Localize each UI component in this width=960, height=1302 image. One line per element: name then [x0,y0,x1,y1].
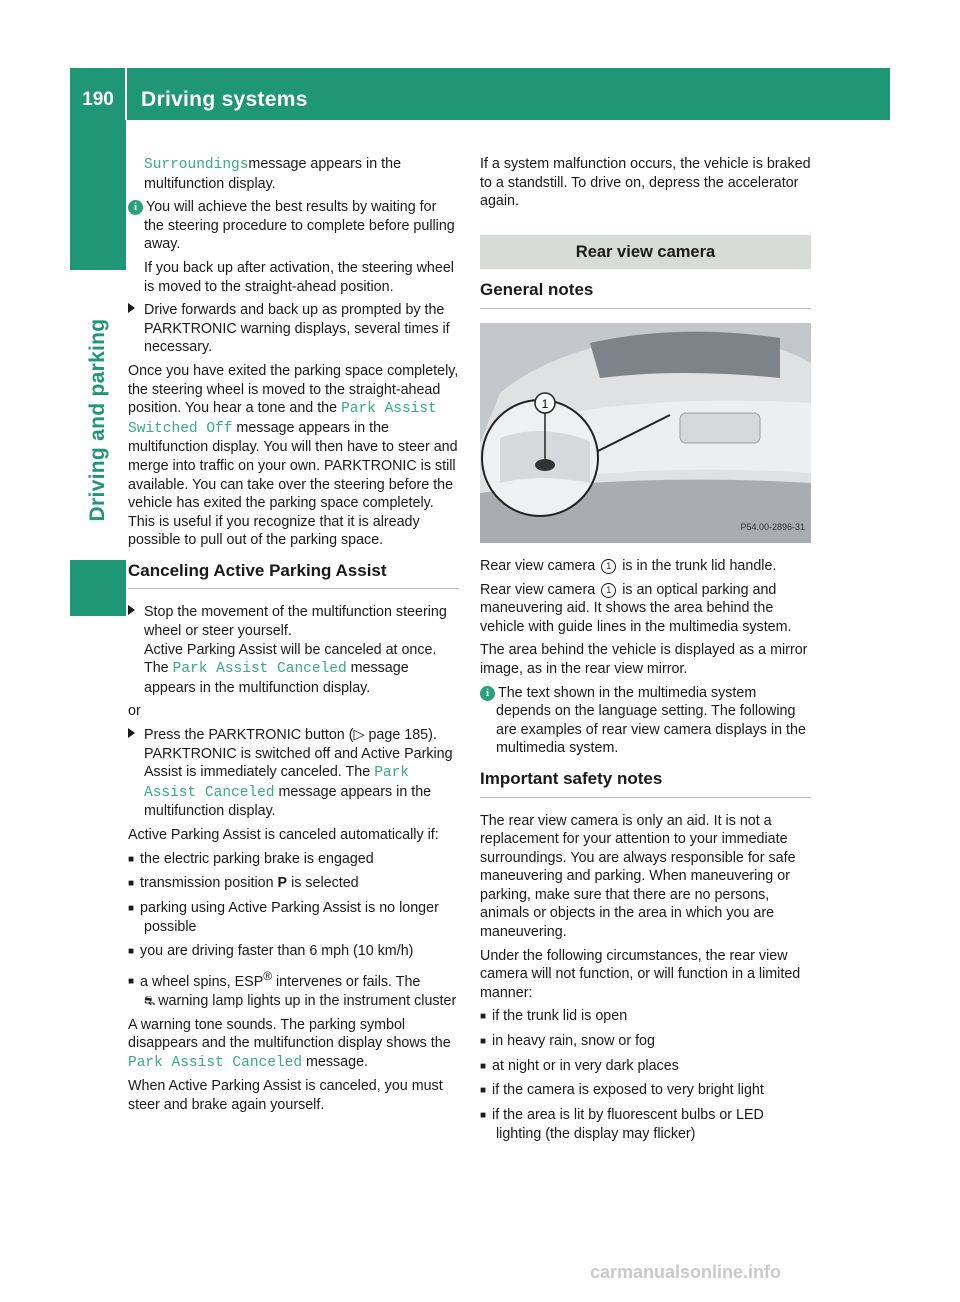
step-arrow-icon [128,728,135,738]
bullet-icon: ■ [480,1085,487,1097]
section-heading-general: General notes [480,281,811,309]
bullet-icon: ■ [128,902,135,914]
left-column [128,155,459,1119]
page-number: 190 [82,89,114,110]
sidebar-tab [70,560,126,616]
callout-1-icon: 1 [601,559,616,574]
bullet-icon: ■ [128,945,135,957]
step-stop: Stop the movement of the multifunction steering wheel or steer yourself. Active Parking Assist will be canceled at once. The Park Assist Canceled message appears in the multifunction display. [128,603,459,697]
list-item: ■ if the area is lit by fluorescent bulbs or LED lighting (the display may flicker) [480,1106,764,1143]
paragraph-surroundings: Surroundingsmessage appears in the multifunction display. [144,156,402,192]
info-note-continued: If you back up after activation, the steering wheel is moved to the straight-ahead position. [144,259,454,295]
display-message: Park Assist Canceled [128,1054,303,1071]
watermark: carmanualsonline.info [590,1262,782,1282]
step-press: Press the PARKTRONIC button (▷ page 185). PARKTRONIC is switched off and Active Parking Assist is immediately canceled. The Park Assist Canceled message appears in the multifunction display. [128,726,459,821]
list-item: ■ transmission position P is selected [128,874,459,894]
or-label: or [128,703,141,720]
header-separator [125,68,127,120]
bullet-icon: ■ [128,853,135,865]
figure-id: P54.00-2896-31 [740,522,805,533]
car-illustration [480,323,811,543]
list-item: ■ in heavy rain, snow or fog [480,1032,811,1052]
paragraph-camera-aid: Rear view camera 1 is an optical parking and maneuvering aid. It shows the area behind the vehicle with guide lines in the multimedia system. [480,581,792,635]
bullet-icon: ■ [128,976,135,988]
rear-camera-figure [480,323,811,543]
bullet-icon: ■ [128,878,135,890]
esp-warning-icon: ⛐ [144,992,156,1008]
display-message: Surroundings [144,157,249,173]
paragraph-final: When Active Parking Assist is canceled, you must steer and brake again yourself. [128,1078,443,1113]
paragraph-warning-tone: A warning tone sounds. The parking symbol disappears and the multifunction display shows the Park Assist Canceled message. [128,1016,451,1071]
sidebar-chapter-label: Driving and parking [86,318,109,522]
list-item: ■ you are driving faster than 6 mph (10 km/h) [128,942,459,962]
list-item: ■ a wheel spins, ESP® intervenes or fails. The ⛐ warning lamp lights up in the instrument cluster [128,968,457,1009]
right-column [480,155,811,1149]
step-arrow-icon [128,303,135,313]
figure-callout: 1 [541,396,549,411]
info-icon: i [480,686,495,701]
page-title: Driving systems [141,88,308,111]
paragraph-camera-location: Rear view camera 1 is in the trunk lid handle. [480,557,777,574]
display-message: Park Assist Canceled [144,765,409,801]
paragraph-circumstances: Under the following circumstances, the rear view camera will not function, or will function in a limited manner: [480,947,801,1001]
list-item: ■ the electric parking brake is engaged [128,850,459,870]
sidebar-bar [70,120,126,270]
bullet-icon: ■ [480,1011,487,1023]
list-item: ■ if the trunk lid is open [480,1007,811,1027]
paragraph-auto-cancel: Active Parking Assist is canceled automatically if: [128,827,439,843]
info-icon: i [128,200,143,215]
step-drive: Drive forwards and back up as prompted by the PARKTRONIC warning displays, several times if necessary. [128,301,459,357]
page-reference-link[interactable]: page 185 [368,727,429,744]
list-item: ■ at night or in very dark places [480,1057,811,1077]
list-item: ■ if the camera is exposed to very bright light [480,1081,811,1101]
display-message: Park Assist Switched Off [128,401,437,437]
paragraph-malfunction: If a system malfunction occurs, the vehicle is braked to a standstill. To drive on, depress the accelerator again. [480,156,811,210]
info-note: i The text shown in the multimedia system depends on the language setting. The following are examples of rear view camera displays in the multimedia system. [480,684,811,758]
bullet-icon: ■ [480,1036,487,1048]
paragraph-safety: The rear view camera is only an aid. It is not a replacement for your attention to your immediate surroundings. You are always responsible for safe maneuvering and parking. When maneuvering or parking, make sure that there are no persons, animals or objects in the area in which you are maneuvering. [480,812,796,941]
page-ref-icon: ▷ [353,727,369,744]
display-message: Park Assist Canceled [172,661,347,678]
paragraph-exited: Once you have exited the parking space completely, the steering wheel is moved to the straight-ahead position. You hear a tone and the Park Assist Switched Off message appears in the multifunction display. You will then have to steer and merge into traffic on your own. PARKTRONIC is still available. You can take over the steering before the vehicle has exited the parking space completely. This is useful if you recognize that it is already possible to pull out of the parking space. [128,362,459,549]
callout-1-icon: 1 [601,583,616,598]
paragraph-mirror-image: The area behind the vehicle is displayed as a mirror image, as in the rear view mirror. [480,642,808,677]
section-heading-canceling: Canceling Active Parking Assist [128,562,459,590]
bullet-icon: ■ [480,1109,487,1121]
banner-rear-view-camera: Rear view camera [480,235,811,270]
section-heading-safety: Important safety notes [480,770,811,798]
list-item: ■ parking using Active Parking Assist is no longer possible [128,899,439,936]
info-note: i You will achieve the best results by waiting for the steering procedure to complete before pulling away. [128,198,459,254]
bullet-icon: ■ [480,1060,487,1072]
step-arrow-icon [128,605,135,615]
